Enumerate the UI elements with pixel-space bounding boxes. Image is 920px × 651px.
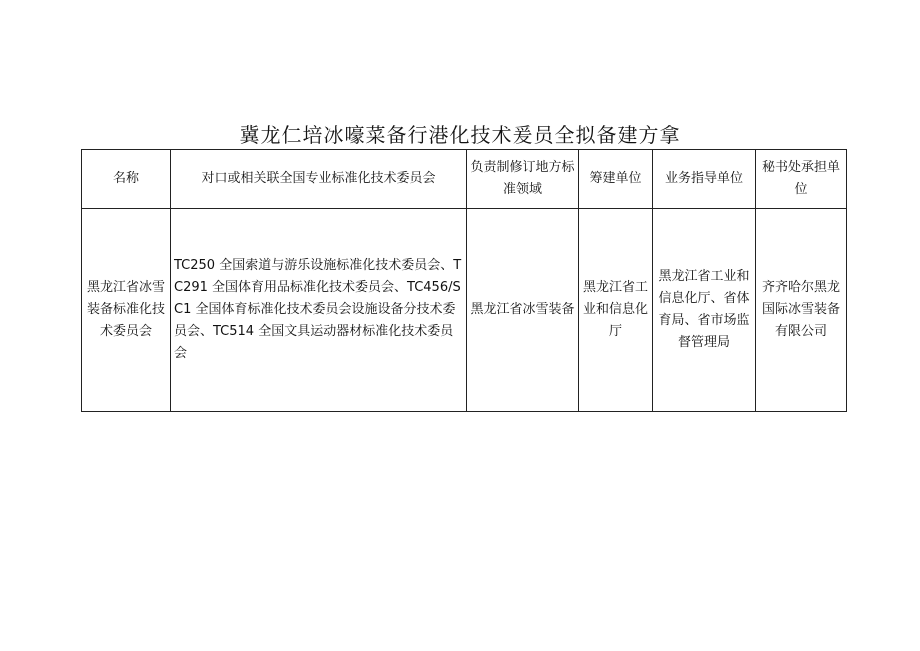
table-header-row: [82, 150, 847, 209]
header-organizing-unit: 筹建单位: [579, 150, 653, 209]
table-row: [82, 209, 847, 412]
plan-table: [81, 149, 847, 412]
cell-guidance-unit: 黑龙江省工业和信息化厅、省体育局、省市场监督管理局: [653, 209, 756, 412]
header-guidance-unit: 业务指导单位: [653, 150, 756, 209]
cell-committee-name: 黑龙江省冰雪装备标准化技术委员会: [82, 209, 171, 412]
cell-organizing-unit: 黑龙江省工业和信息化厅: [579, 209, 653, 412]
header-secretariat-unit: 秘书处承担单位: [756, 150, 847, 209]
cell-related-tc: TC250 全国索道与游乐设施标准化技术委员会、TC291 全国体育用品标准化技术委员会、TC456/SC1 全国体育标准化技术委员会设施设备分技术委员会、TC514 全国文具运动器材标准化技术委员会: [171, 209, 467, 412]
header-name: 名称: [82, 150, 171, 209]
cell-standard-field: 黑龙江省冰雪装备: [467, 209, 579, 412]
header-standard-field: 负责制修订地方标准领域: [467, 150, 579, 209]
document-title: 冀龙仁培冰嚎菜备行港化技术爰员全拟备建方拿: [239, 123, 681, 147]
header-related-tc: 对口或相关联全国专业标准化技术委员会: [171, 150, 467, 209]
cell-secretariat-unit: 齐齐哈尔黑龙国际冰雪装备有限公司: [756, 209, 847, 412]
